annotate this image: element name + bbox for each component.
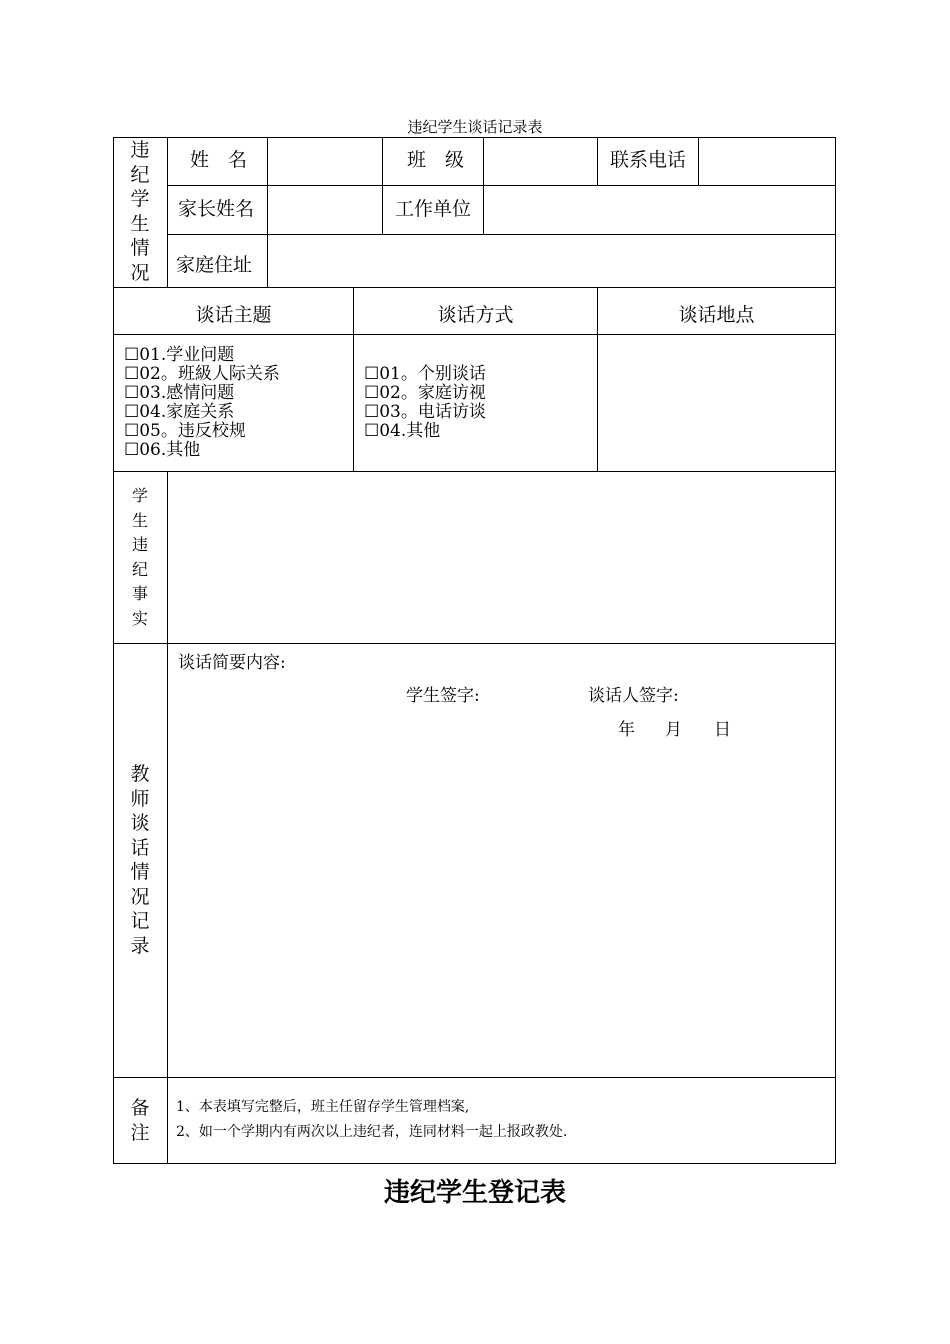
note-line: 1、本表填写完整后，班主任留存学生管理档案, bbox=[176, 1099, 470, 1115]
topic-option[interactable]: ☐03.感情问题 bbox=[124, 383, 235, 403]
table-border bbox=[113, 1163, 836, 1164]
topic-option[interactable]: ☐02。班級人际关系 bbox=[124, 364, 280, 384]
topic-option[interactable]: ☐04.家庭关系 bbox=[124, 402, 235, 422]
method-checklist bbox=[364, 365, 486, 441]
table-border bbox=[113, 287, 836, 288]
address-field[interactable] bbox=[268, 235, 835, 287]
address-label: 家庭住址 bbox=[176, 254, 253, 276]
date-month: 月 bbox=[665, 720, 682, 740]
location-field[interactable] bbox=[598, 335, 835, 471]
violation-facts-label: 学 生 违 纪 事 实 bbox=[131, 486, 148, 628]
topic-header: 谈话主题 bbox=[195, 304, 272, 326]
talk-record-field[interactable] bbox=[168, 745, 835, 1077]
table-border bbox=[113, 643, 836, 644]
parent-name-label: 家长姓名 bbox=[178, 198, 255, 220]
class-label: 班 级 bbox=[407, 149, 465, 171]
topic-option[interactable]: ☐05。违反校规 bbox=[124, 421, 246, 441]
topic-option[interactable]: ☐01.学业问题 bbox=[124, 345, 235, 365]
phone-field[interactable] bbox=[699, 138, 835, 185]
notes-label: 备 注 bbox=[130, 1097, 150, 1144]
notes-text bbox=[176, 1095, 567, 1145]
parent-name-field[interactable] bbox=[268, 186, 382, 234]
table-border bbox=[597, 137, 598, 185]
date-day: 日 bbox=[714, 720, 731, 740]
name-field[interactable] bbox=[268, 138, 382, 185]
teacher-signature-label: 谈话人签字: bbox=[588, 686, 679, 706]
student-info-label: 违 纪 学 生 情 况 bbox=[130, 139, 150, 284]
class-field[interactable] bbox=[484, 138, 597, 185]
phone-label: 联系电话 bbox=[610, 149, 687, 171]
topic-option[interactable]: ☐06.其他 bbox=[124, 440, 201, 460]
footer-title: 违纪学生登记表 bbox=[383, 1178, 566, 1208]
topic-checklist bbox=[124, 346, 280, 460]
table-border bbox=[113, 137, 114, 1164]
form-title: 违纪学生谈话记录表 bbox=[407, 118, 543, 136]
name-label: 姓 名 bbox=[190, 149, 248, 171]
method-header: 谈话方式 bbox=[437, 304, 514, 326]
violation-facts-field[interactable] bbox=[168, 472, 835, 643]
table-border bbox=[835, 137, 836, 1164]
method-option[interactable]: ☐04.其他 bbox=[364, 421, 441, 441]
table-border bbox=[382, 137, 383, 234]
method-option[interactable]: ☐03。电话访谈 bbox=[364, 402, 486, 422]
student-signature-label: 学生签字: bbox=[406, 686, 480, 706]
work-unit-label: 工作单位 bbox=[395, 198, 472, 220]
method-option[interactable]: ☐02。家庭访视 bbox=[364, 383, 486, 403]
table-border bbox=[167, 137, 168, 287]
work-unit-field[interactable] bbox=[484, 186, 835, 234]
note-line: 2、如一个学期内有两次以上违纪者，连同材料一起上报政教处. bbox=[176, 1124, 568, 1140]
table-border bbox=[113, 1077, 836, 1078]
method-option[interactable]: ☐01。个别谈话 bbox=[364, 364, 486, 384]
date-year: 年 bbox=[618, 720, 635, 740]
location-header: 谈话地点 bbox=[678, 304, 755, 326]
summary-label: 谈话简要内容: bbox=[178, 653, 286, 673]
teacher-record-label: 教 师 谈 话 情 况 记 录 bbox=[130, 763, 150, 957]
